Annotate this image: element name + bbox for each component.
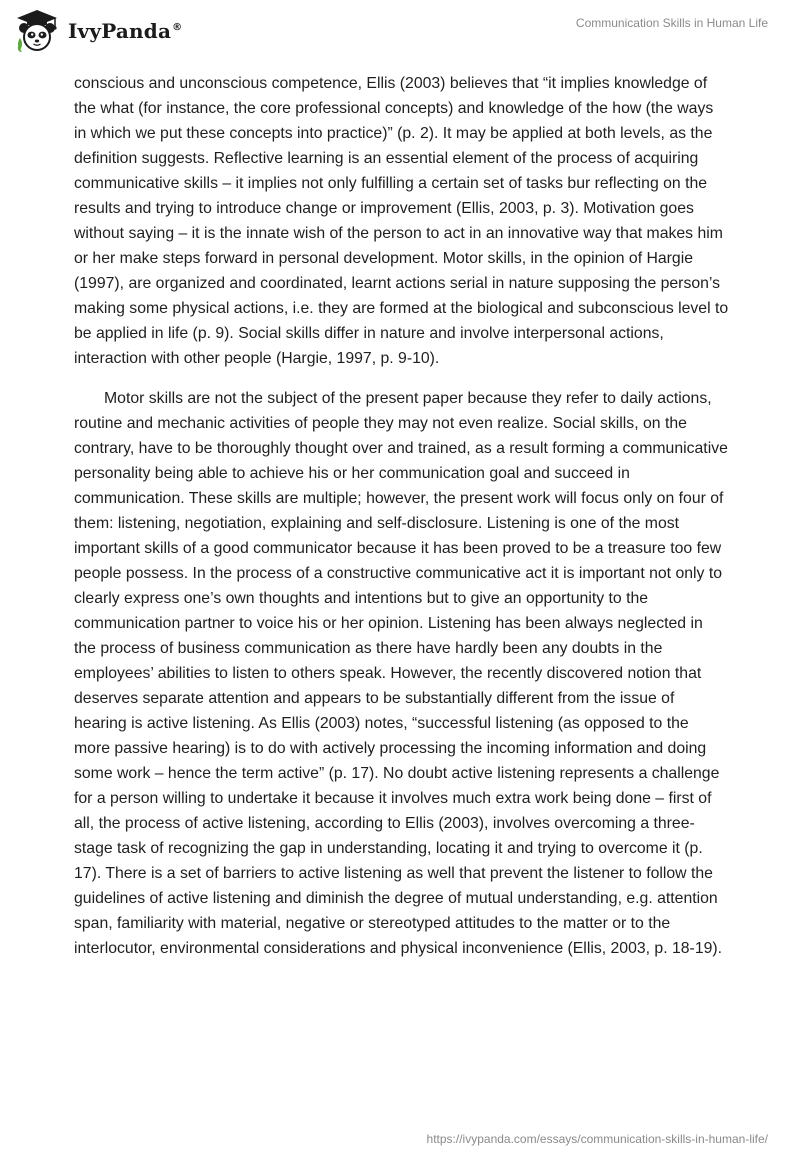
paragraph: conscious and unconscious competence, Ellis (2003) believes that “it implies knowledge of the what (for instance, the core professional concepts) and knowledge of the how (the ways in which we put these concepts into practice)” (p. 2). It may be applied at both levels, as the definition suggests. Reflective learning is an essential element of the process of acquiring communicative skills – it implies not only fulfilling a certain set of tasks bur reflecting on the results and trying to introduce change or improvement (Ellis, 2003, p. 3). Motivation goes without saying – it is the innate wish of the person to act in an innovative way that makes him or her make steps forward in personal development. Motor skills, in the opinion of Hargie (1997), are organized and coordinated, learnt actions serial in nature supposing the person’s making some physical actions, i.e. they are formed at the biological and subconscious level to be applied in life (p. 9). Social skills differ in nature and involve interpersonal actions, interaction with other people (Hargie, 1997, p. 9-10). bbox=[74, 75, 729, 367]
registered-mark: ® bbox=[172, 22, 183, 34]
logo-wordmark bbox=[68, 21, 182, 41]
paragraph: Motor skills are not the subject of the present paper because they refer to daily actions, routine and mechanic activities of people they may not even realize. Social skills, on the contrary, have to be thoroughly thought over and trained, as a result forming a communicative personality being able to achieve his or her communication goal and succeed in communication. These skills are multiple; however, the present work will focus only on four of them: listening, negotiation, explaining and self-disclosure. Listening is one of the most important skills of a good communicator because it has been proved to be a treasure too few people possess. In the process of a constructive communicative act it is important not only to clearly express one’s own thoughts and intentions but to give an opportunity to the communication partner to voice his or her opinion. Listening has been always neglected in the process of business communication as there have hardly been any doubts in the employees’ abilities to listen to others speak. However, the recently discovered notion that deserves separate attention and appears to be substantially different from the issue of hearing is active listening. As Ellis (2003) notes, “successful listening (as opposed to the more passive hearing) is to do with actively processing the incoming information and doing some work – hence the term active” (p. 17). No doubt active listening represents a challenge for a person willing to undertake it because it involves much extra work being done – first of all, the process of active listening, according to Ellis (2003), involves overcoming a three-stage task of recognizing the gap in understanding, locating it and trying to overcome it (p. 17). There is a set of barriers to active listening as well that prevent the listener to follow the guidelines of active listening and diminish the degree of mutual understanding, e.g. attention span, familiarity with material, negative or stereotyped attitudes to the matter or to the interlocutor, environmental considerations and physical inconvenience (Ellis, 2003, p. 18-19). bbox=[74, 390, 728, 957]
source-url[interactable]: https://ivypanda.com/essays/communication-skills-in-human-life/ bbox=[426, 1132, 768, 1146]
ivypanda-logo[interactable] bbox=[14, 8, 182, 54]
logo-wordmark-text: IvyPanda bbox=[68, 19, 172, 43]
page-header bbox=[0, 0, 800, 60]
document-title: Communication Skills in Human Life bbox=[575, 16, 768, 30]
essay-body bbox=[74, 71, 729, 976]
panda-graduate-icon bbox=[14, 8, 60, 54]
